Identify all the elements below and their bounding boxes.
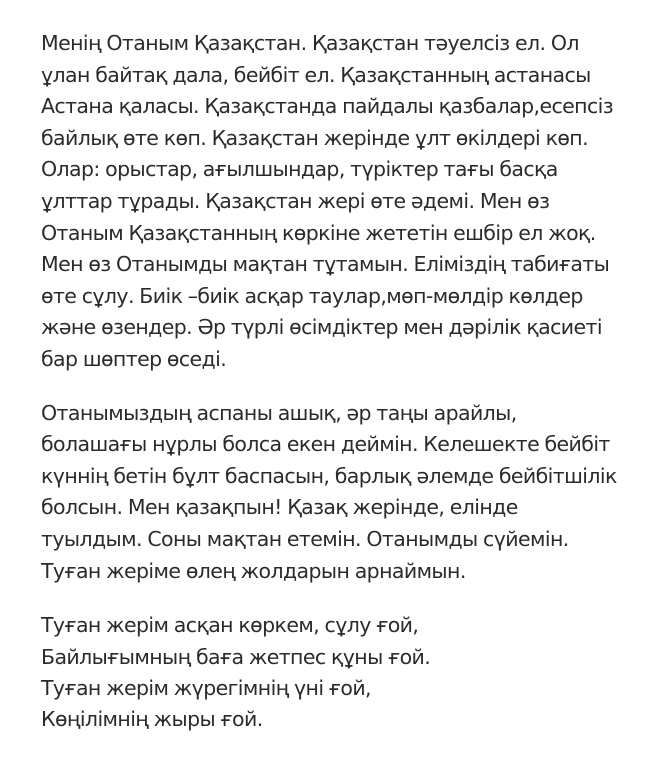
text-line: Менің Отаным Қазақстан. Қазақстан тәуелсіз ел. Ол [41,31,579,55]
poem-stanza [41,610,660,736]
text-line: Туған жеріме өлең жолдарын арнаймын. [41,558,466,583]
text-line: күннің бетін бұлт баспасын, барлық әлемде бейбітшілік [41,463,617,488]
text-line: болсын. Мен қазақпын! Қазақ жерінде, елінде [41,495,518,520]
text-line: Отанымыздың аспаны ашық, әр таңы арайлы, [41,400,517,425]
poem-line: Туған жерім жүрегімнің үні ғой, [41,675,371,700]
text-line: болашағы нұрлы болса екен деймін. Келешекте бейбіт [41,432,610,457]
text-line: Отаным Қазақстанның көркіне жететін ешбір ел жоқ. [41,220,596,245]
poem-line: Байлығымның баға жетпес құны ғой. [41,644,431,669]
paragraph-spacer [41,376,660,398]
text-line: және өзендер. Әр түрлі өсімдіктер мен дәрілік қасиеті [41,315,602,340]
text-line: Мен өз Отанымды мақтан тұтамын. Еліміздің табиғаты [41,252,610,277]
paragraph-homeland [41,28,660,376]
text-line: ұлттар тұрады. Қазақстан жері өте әдемі. Мен өз [41,188,550,213]
poem-line: Туған жерім асқан көркем, сұлу ғой, [41,613,419,638]
paragraph-wishes [41,398,660,588]
text-line: ұлан байтақ дала, бейбіт ел. Қазақстанның астанасы [41,62,591,87]
text-line: байлық өте көп. Қазақстан жерінде ұлт өкілдері көп. [41,125,589,150]
text-line: Астана қаласы. Қазақстанда пайдалы қазбалар,есепсіз [41,94,614,119]
text-line: туылдым. Соны мақтан етемін. Отанымды сүйемін. [41,526,569,551]
poem-line: Көңілімнің жыры ғой. [41,707,263,732]
paragraph-spacer [41,587,660,610]
text-line: бар шөптер өседі. [41,346,227,371]
text-line: Олар: орыстар, ағылшындар, түріктер тағы басқа [41,157,558,182]
text-line: өте сұлу. Биік –биік асқар таулар,мөп-мөлдір көлдер [41,283,583,308]
